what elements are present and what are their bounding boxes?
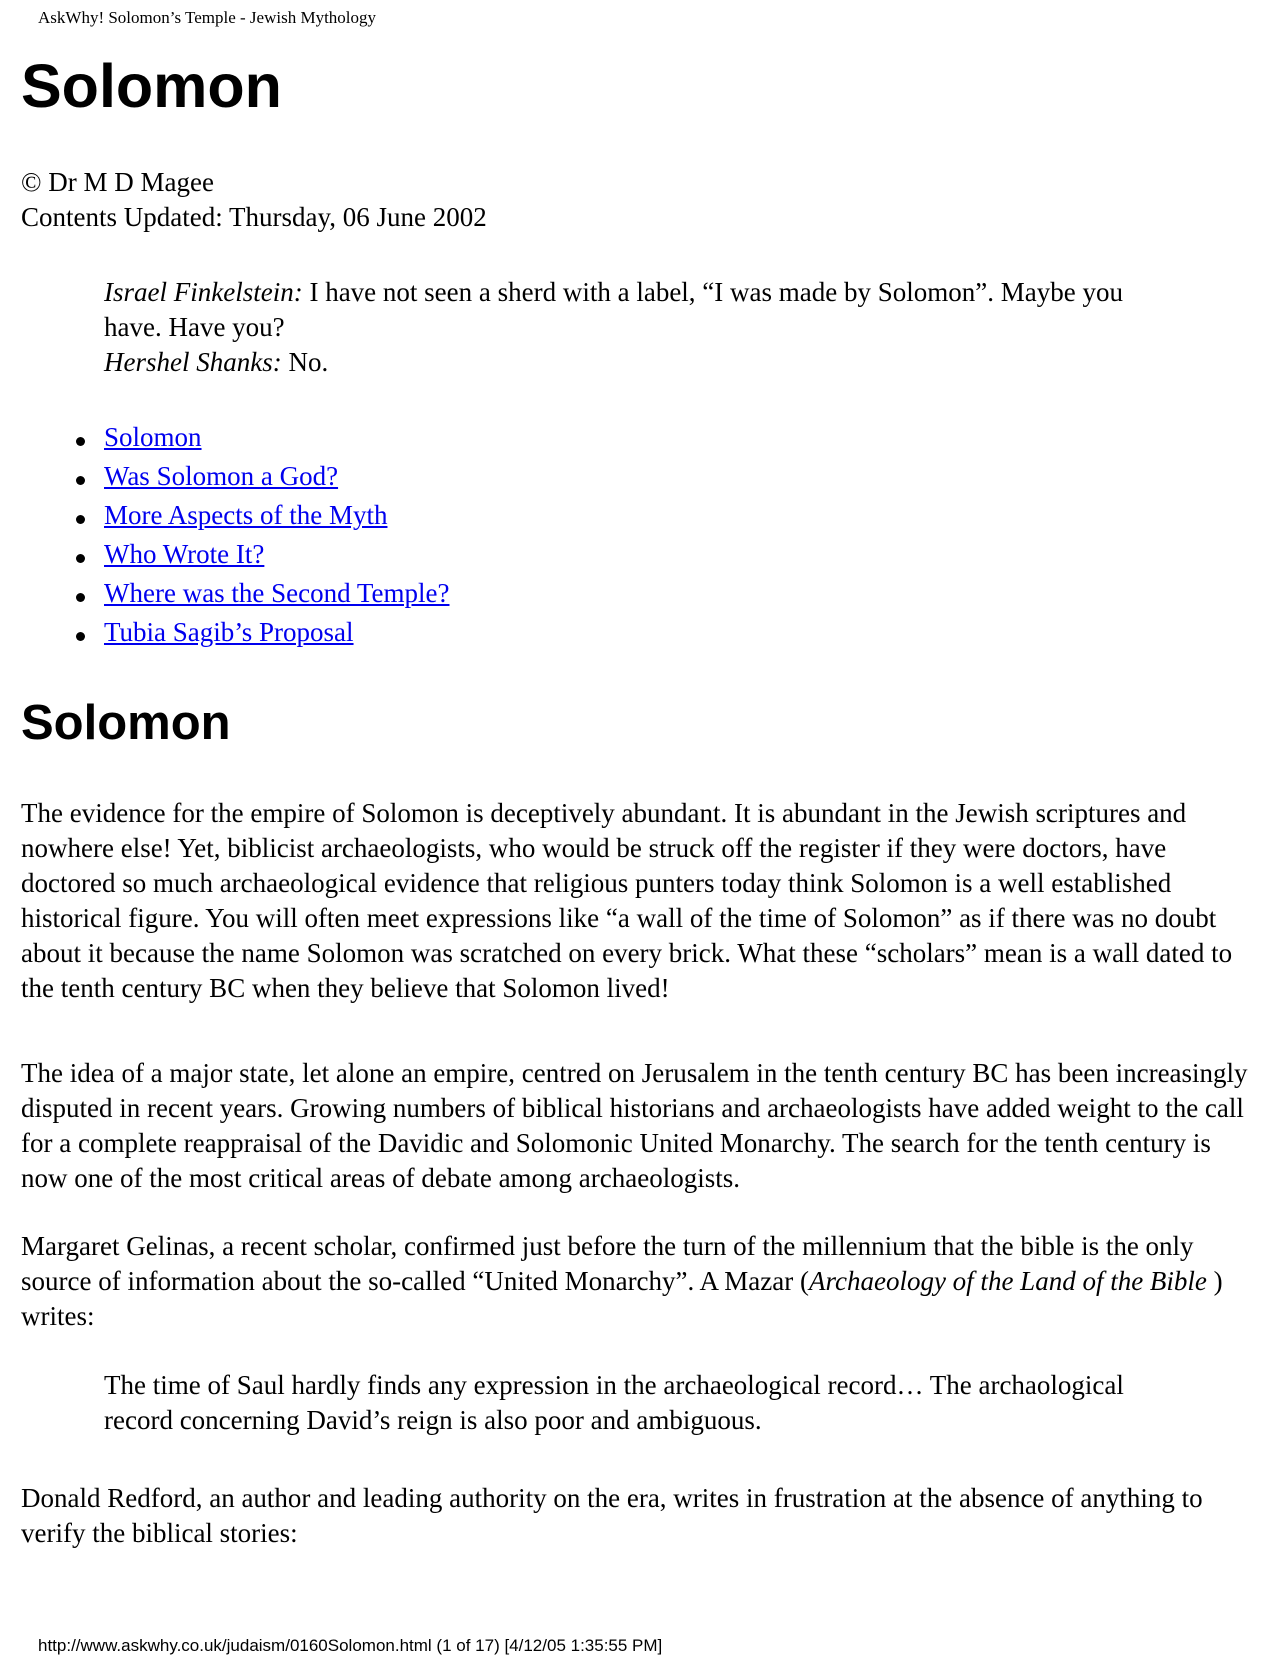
bullet-icon (76, 437, 85, 446)
paragraph-2: The idea of a major state, let alone an empire, centred on Jerusalem in the tenth century BC has been increasingly disputed in recent years. Growing numbers of biblical historians and archaeologists have added weight to the call for a complete reappraisal of the Davidic and Solomonic United Monarchy. The search for the tenth century is now one of the most critical areas of debate among archaeologists. (21, 1058, 1248, 1193)
meta-block (21, 165, 487, 235)
print-footer: http://www.askwhy.co.uk/judaism/0160Solomon.html (1 of 17) [4/12/05 1:35:55 PM] (38, 1636, 663, 1655)
bullet-icon (76, 632, 85, 641)
bullet-icon (76, 515, 85, 524)
toc-item (104, 613, 449, 652)
epigraph-quote (104, 275, 1184, 380)
bullet-icon (76, 476, 85, 485)
paragraph-4: Donald Redford, an author and leading authority on the era, writes in frustration at the absence of anything to verify the biblical stories: (21, 1483, 1203, 1548)
section-title: Solomon (21, 696, 231, 750)
toc-link-second-temple[interactable]: Where was the Second Temple? (104, 578, 450, 608)
paragraph-3 (21, 1229, 1261, 1334)
epigraph-line-1 (104, 275, 1184, 345)
paragraph-1: The evidence for the empire of Solomon is deceptively abundant. It is abundant in the Jewish scriptures and nowhere else! Yet, biblicist archaeologists, who would be struck off the register if they were doctors, have doctored so much archaeological evidence that religious punters today think Solomon is a well established historical figure. You will often meet expressions like “a wall of the time of Solomon” as if there was no doubt about it because the name Solomon was scratched on every brick. What these “scholars” mean is a wall dated to the tenth century BC when they believe that Solomon lived! (21, 798, 1233, 1003)
toc-link-who-wrote-it[interactable]: Who Wrote It? (104, 539, 265, 569)
toc-item (104, 535, 449, 574)
epigraph-text-2: No. (281, 347, 329, 377)
toc-item (104, 574, 449, 613)
print-header: AskWhy! Solomon’s Temple - Jewish Mythology (38, 8, 377, 27)
toc-link-tubia-sagib[interactable]: Tubia Sagib’s Proposal (104, 617, 354, 647)
epigraph-speaker-2: Hershel Shanks: (104, 347, 282, 377)
bullet-icon (76, 593, 85, 602)
toc-item (104, 496, 449, 535)
toc-link-solomon[interactable]: Solomon (104, 422, 202, 452)
copyright: © Dr M D Magee (21, 167, 214, 197)
bullet-icon (76, 554, 85, 563)
epigraph-text-1: I have not seen a sherd with a label, “I was made by Solomon”. Maybe you have. Have you? (104, 277, 1123, 342)
epigraph-speaker-1: Israel Finkelstein: (104, 277, 303, 307)
updated-date: Contents Updated: Thursday, 06 June 2002 (21, 202, 487, 232)
page-title: Solomon (21, 52, 282, 120)
toc-item (104, 418, 449, 457)
paragraph-3-end: ) writes: (21, 1266, 1223, 1331)
block-quote: The time of Saul hardly finds any expression in the archaeological record… The archaological record concerning David’s reign is also poor and ambiguous. (104, 1370, 1124, 1435)
toc-link-was-solomon-a-god[interactable]: Was Solomon a God? (104, 461, 339, 491)
book-title: Archaeology of the Land of the Bible (808, 1266, 1207, 1296)
toc-link-more-aspects[interactable]: More Aspects of the Myth (104, 500, 388, 530)
epigraph-line-2 (104, 345, 1184, 380)
table-of-contents (104, 418, 449, 652)
toc-item (104, 457, 449, 496)
paragraph-3-start: Margaret Gelinas, a recent scholar, confirmed just before the turn of the millennium that the bible is the only source of information about the so-called “United Monarchy”. A Mazar ( (21, 1231, 1194, 1296)
